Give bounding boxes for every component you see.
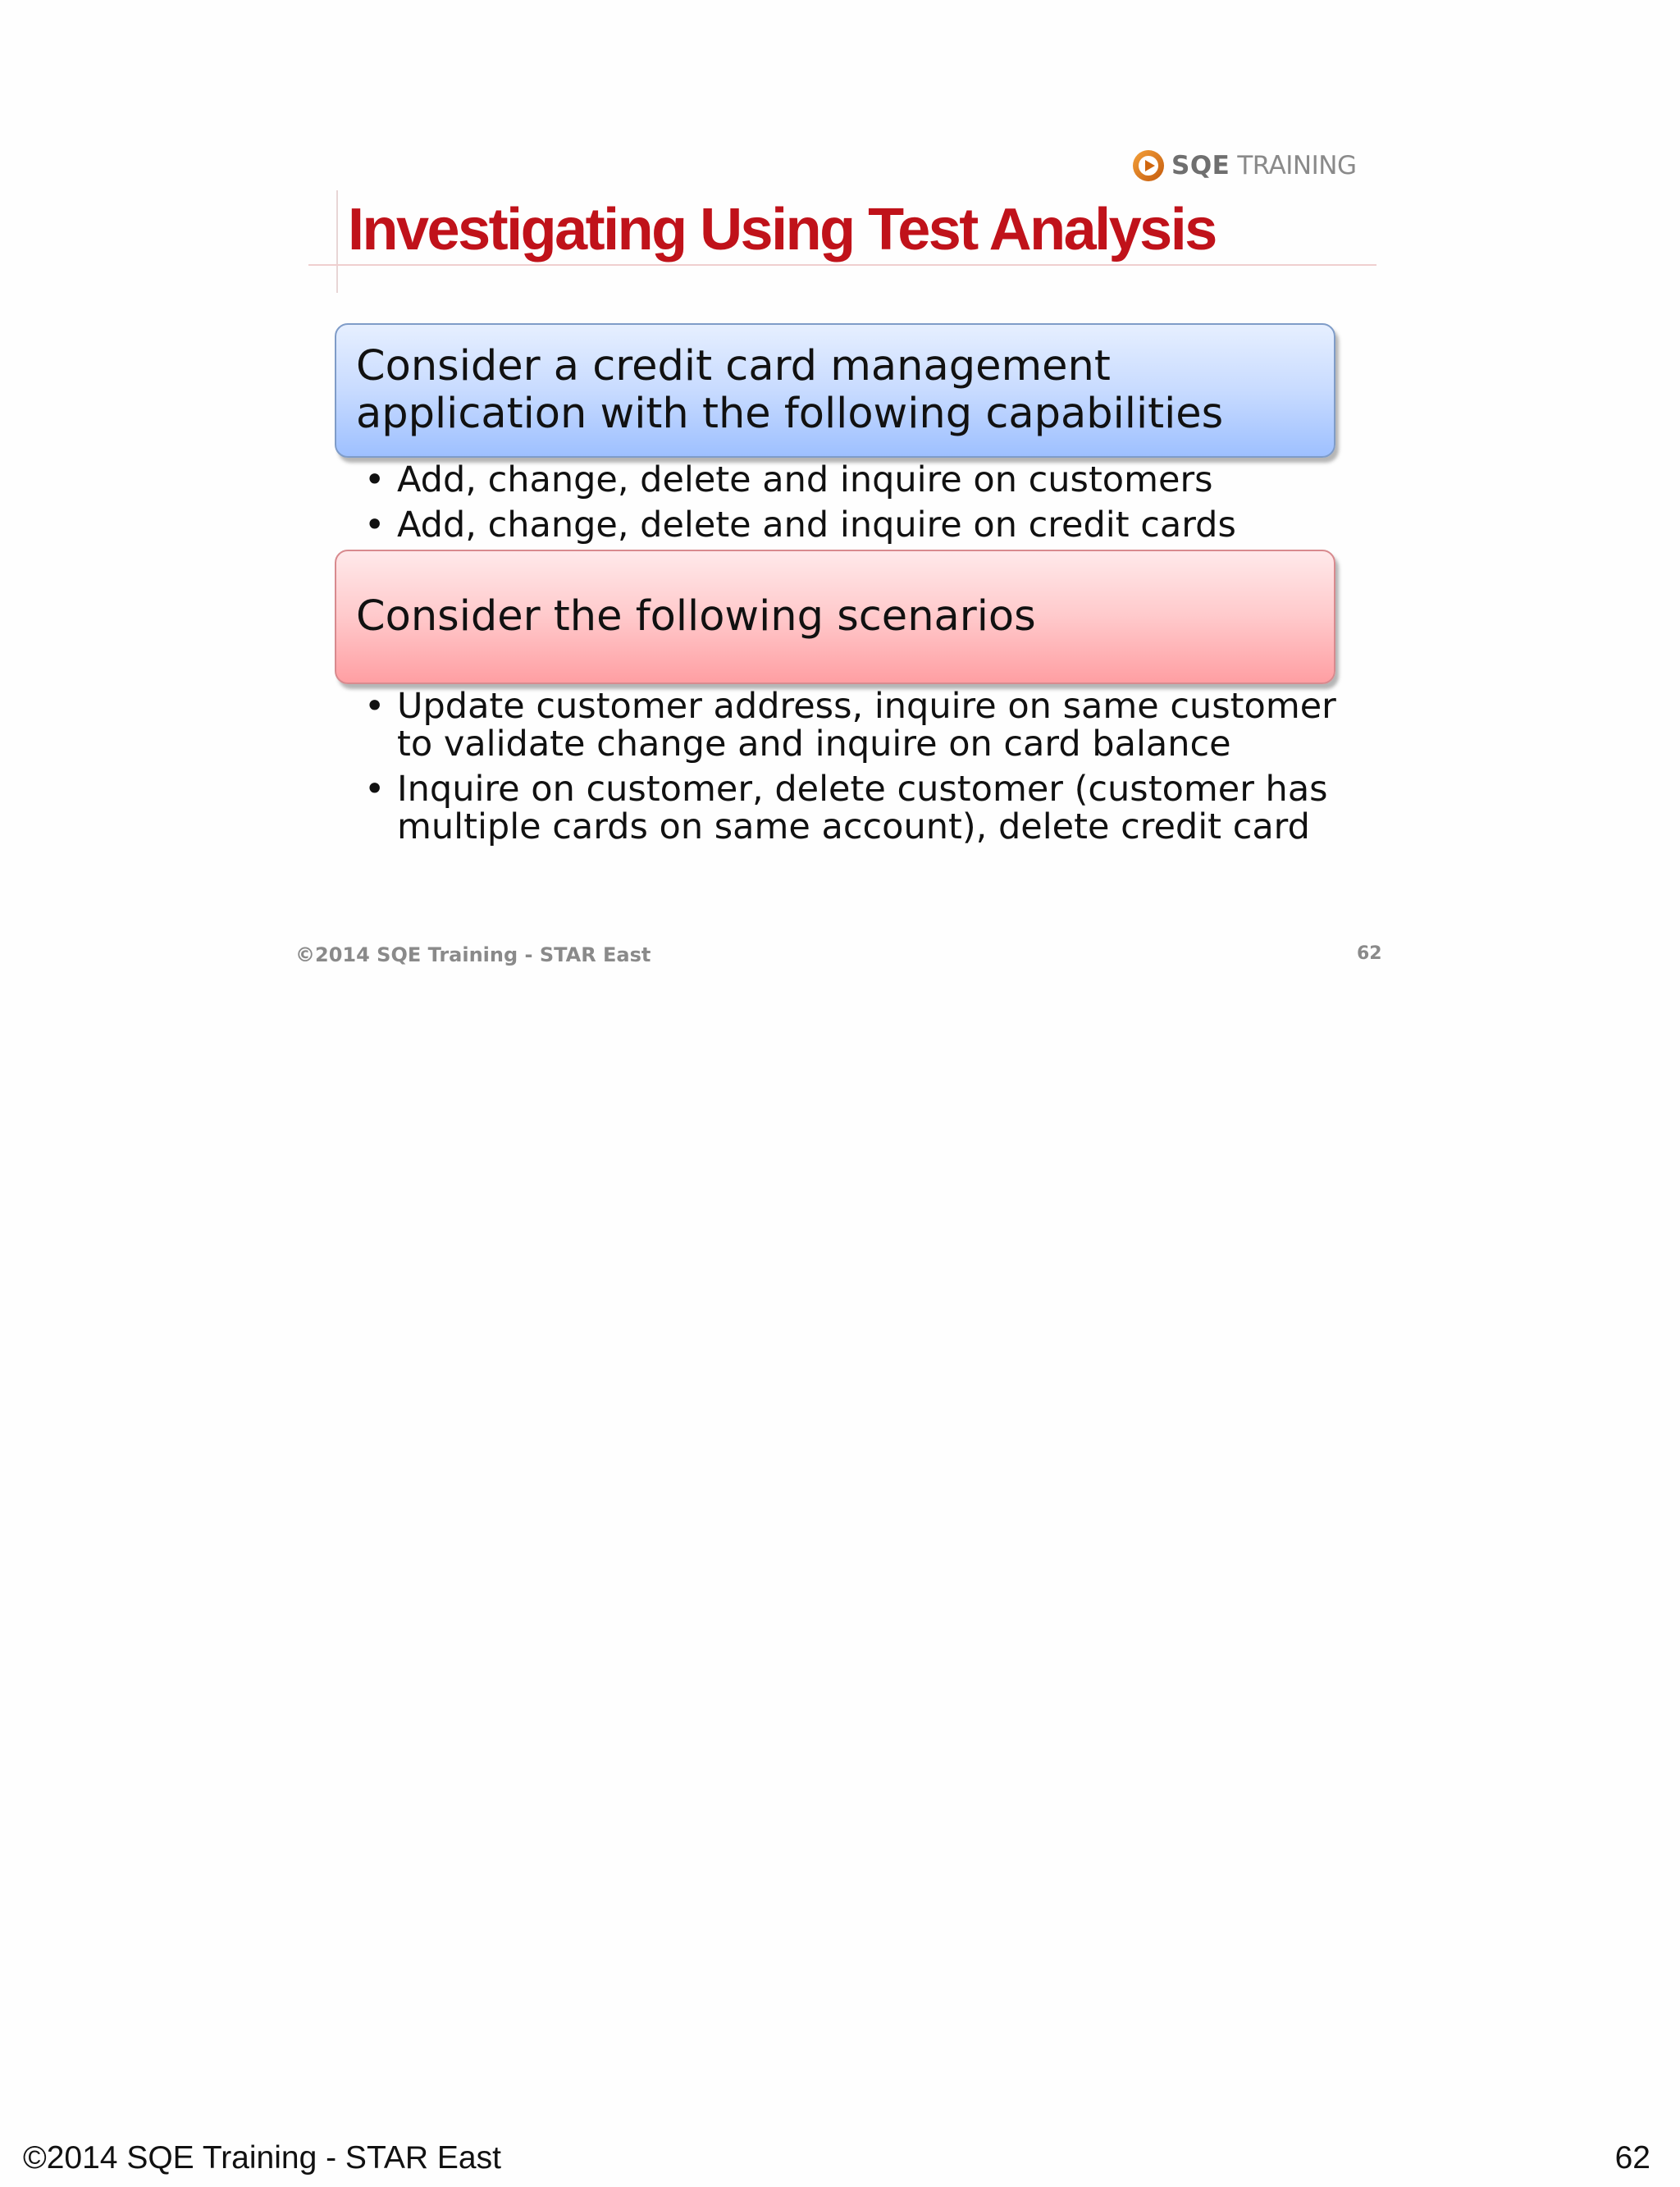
title-vertical-rule (336, 190, 338, 293)
slide-number: 62 (1357, 943, 1382, 964)
slide-footer: ©2014 SQE Training - STAR East (295, 943, 651, 966)
page-footer: ©2014 SQE Training - STAR East (23, 2140, 501, 2176)
bullet-icon: • (364, 769, 386, 810)
list-item (364, 770, 1373, 846)
page-number: 62 (1614, 2140, 1650, 2176)
bullet-icon: • (364, 505, 386, 546)
slide-title: Investigating Using Test Analysis (348, 197, 1216, 263)
capabilities-box (335, 323, 1335, 458)
bullet-icon: • (364, 459, 386, 500)
scenarios-box-text: Consider the following scenarios (356, 592, 1036, 641)
sqe-training-logo (1132, 146, 1356, 185)
capability-text: Add, change, delete and inquire on customers (397, 459, 1213, 500)
scenarios-list (364, 687, 1373, 853)
capabilities-list (364, 461, 1373, 551)
capabilities-box-line-2: application with the following capabilities (356, 390, 1224, 438)
slide (295, 123, 1386, 993)
logo-brand-light: TRAINING (1237, 151, 1357, 180)
list-item (364, 461, 1373, 499)
scenarios-box (335, 550, 1335, 684)
scenario-line-2: multiple cards on same account), delete credit card (397, 806, 1310, 847)
scenario-line-1: Update customer address, inquire on same customer (397, 686, 1336, 727)
title-horizontal-rule (308, 264, 1376, 266)
scenario-line-1: Inquire on customer, delete customer (customer has (397, 769, 1328, 810)
bullet-icon: • (364, 686, 386, 727)
play-circle-icon (1132, 149, 1165, 182)
capabilities-box-line-1: Consider a credit card management (356, 342, 1111, 390)
capability-text: Add, change, delete and inquire on credit cards (397, 505, 1236, 546)
list-item (364, 687, 1373, 763)
list-item (364, 506, 1373, 544)
scenario-line-2: to validate change and inquire on card balance (397, 724, 1231, 765)
logo-brand-bold: SQE (1171, 151, 1230, 180)
